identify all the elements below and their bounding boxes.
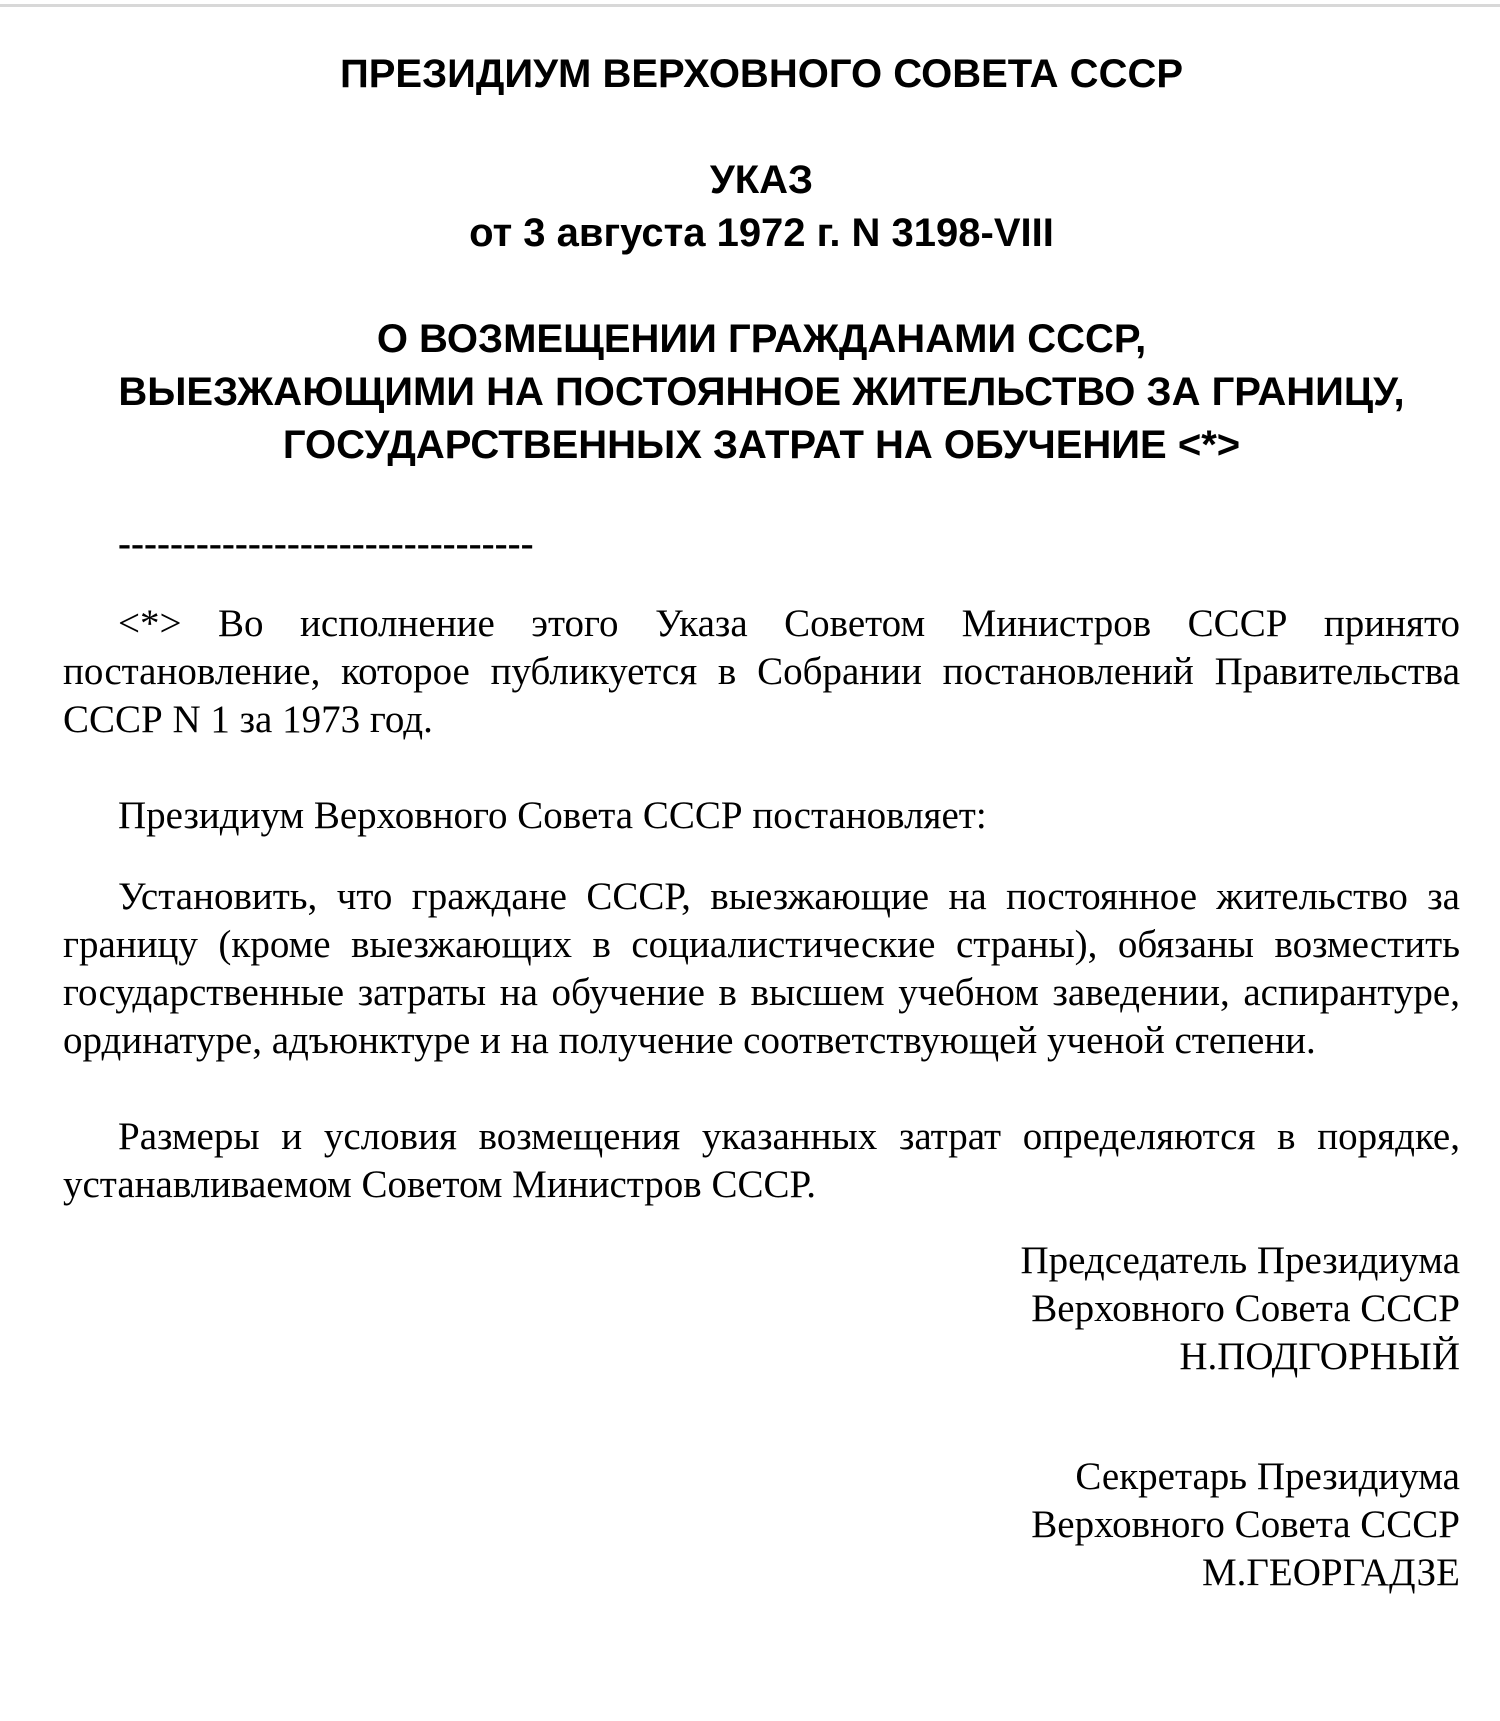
document-viewport xyxy=(0,4,1500,1721)
chairman-title-line-2: Верховного Совета СССР xyxy=(1031,1287,1460,1330)
secretary-name: М.ГЕОРГАДЗЕ xyxy=(1201,1551,1460,1594)
issuing-authority-heading: ПРЕЗИДИУМ ВЕРХОВНОГО СОВЕТА СССР xyxy=(339,52,1184,96)
document-content xyxy=(63,48,1460,1597)
chairman-name: Н.ПОДГОРНЫЙ xyxy=(1179,1335,1460,1378)
footnote-text: <*> Во исполнение этого Указа Советом Министров СССР принято постановление, которое публикуется в Собрании постановлений Правительства СССР N 1 за 1973 год. xyxy=(63,602,1460,741)
decree-title xyxy=(63,313,1460,472)
decree-heading xyxy=(63,154,1460,260)
paragraph-procedure: Размеры и условия возмещения указанных затрат определяются в порядке, устанавливаемом Советом Министров СССР. xyxy=(63,1115,1460,1206)
signature-block-secretary xyxy=(63,1453,1460,1597)
doc-type: УКАЗ xyxy=(709,158,814,202)
footnote-separator-line: -------------------------------- xyxy=(118,522,534,565)
secretary-title-line-1: Секретарь Президиума xyxy=(1075,1455,1460,1498)
doc-date-number: от 3 августа 1972 г. N 3198-VIII xyxy=(469,211,1054,255)
decree-title-line-1: О ВОЗМЕЩЕНИИ ГРАЖДАНАМИ СССР, xyxy=(376,317,1147,361)
decree-title-line-3: ГОСУДАРСТВЕННЫХ ЗАТРАТ НА ОБУЧЕНИЕ <*> xyxy=(282,423,1241,467)
decree-title-line-2: ВЫЕЗЖАЮЩИМИ НА ПОСТОЯННОЕ ЖИТЕЛЬСТВО ЗА ГРАНИЦУ, xyxy=(118,370,1405,414)
signature-block-chairman xyxy=(63,1237,1460,1381)
top-divider xyxy=(0,4,1500,7)
secretary-title-line-2: Верховного Совета СССР xyxy=(1031,1503,1460,1546)
paragraph-resolution: Президиум Верховного Совета СССР постановляет: xyxy=(118,794,987,837)
document-page xyxy=(0,4,1500,1597)
paragraph-main-provision: Установить, что граждане СССР, выезжающие на постоянное жительство за границу (кроме выезжающих в социалистические страны), обязаны возместить государственные затраты на обучение в высшем учебном заведении, аспирантуре, ординатуре, адъюнктуре и на получение соответствующей ученой степени. xyxy=(63,875,1460,1062)
chairman-title-line-1: Председатель Президиума xyxy=(1020,1239,1460,1282)
